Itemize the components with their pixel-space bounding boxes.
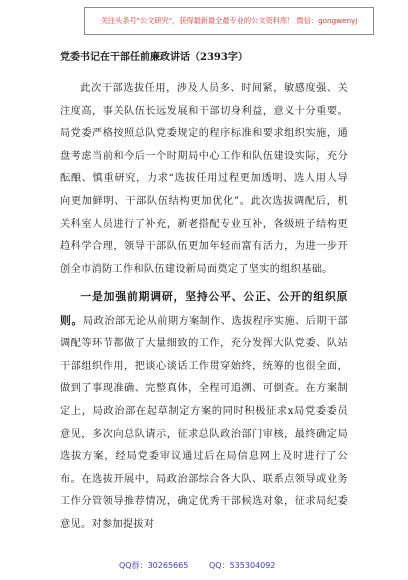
footer-qq-group: QQ群：30265665 <box>119 561 189 570</box>
paragraph-section-one <box>60 286 348 537</box>
section-body: 局政治部无论从前期方案制作、选拔程序实施、后期干部调配等环节都做了大量细致的工作，充分发挥大队党委、队站干部组织作用，把谈心谈话工作贯穿始终，统筹的也很全面，做到了事现准确、完整真体，全程可追溯、可倒查。在方案制定上，局政治部在起草制定方案的同时积极征求ⅹ局党委委员意见，多次向总队请示，征求总队政治部门审核，最终确定局选拔方案，经局党委审议通过后在局信息网上及时进行了公布。在选拔开展中，局政治部综合各大队、联系点领导或业务工作分管领导推荐情况，确定优秀干部候选对象，征求局纪委意见。对参加提拔对 <box>60 315 348 530</box>
footer <box>0 558 408 574</box>
section-heading: 一是加强前期调研，坚持公平、公正、公开的组织原则。 <box>60 290 348 327</box>
footer-qq-contact: QQ：535304092 <box>209 561 276 570</box>
paragraph-intro: 此次干部选拔任用，涉及人员多、时间紧，敏感度强、关注度高，事关队伍长远发展和干部切身利益，意义十分重要。局党委严格按照总队党委规定的程序标准和要求组织实施，通盘考虑当前和今后一个时期局中心工作和队伍建设实际，充分酝酿、慎重研究，力求“选拔任用过程更加透明、选人用人导向更加鲜明、干部队伍结构更加优化”。此次选拔调配后，机关科室人员进行了补充，新老搭配专业互补，各级班子结构更趋科学合理，领导干部队伍更加年轻而富有活力，为进一步开创全市消防工作和队伍建设新局面奠定了坚实的组织基础。 <box>60 83 348 275</box>
document-title: 党委书记在干部任前廉政讲话（2393字） <box>60 52 248 63</box>
header-banner: 关注头条号"公文研究"，获得最新最全最专业的公文资料库！ 微信：gongwenyj <box>84 7 374 35</box>
